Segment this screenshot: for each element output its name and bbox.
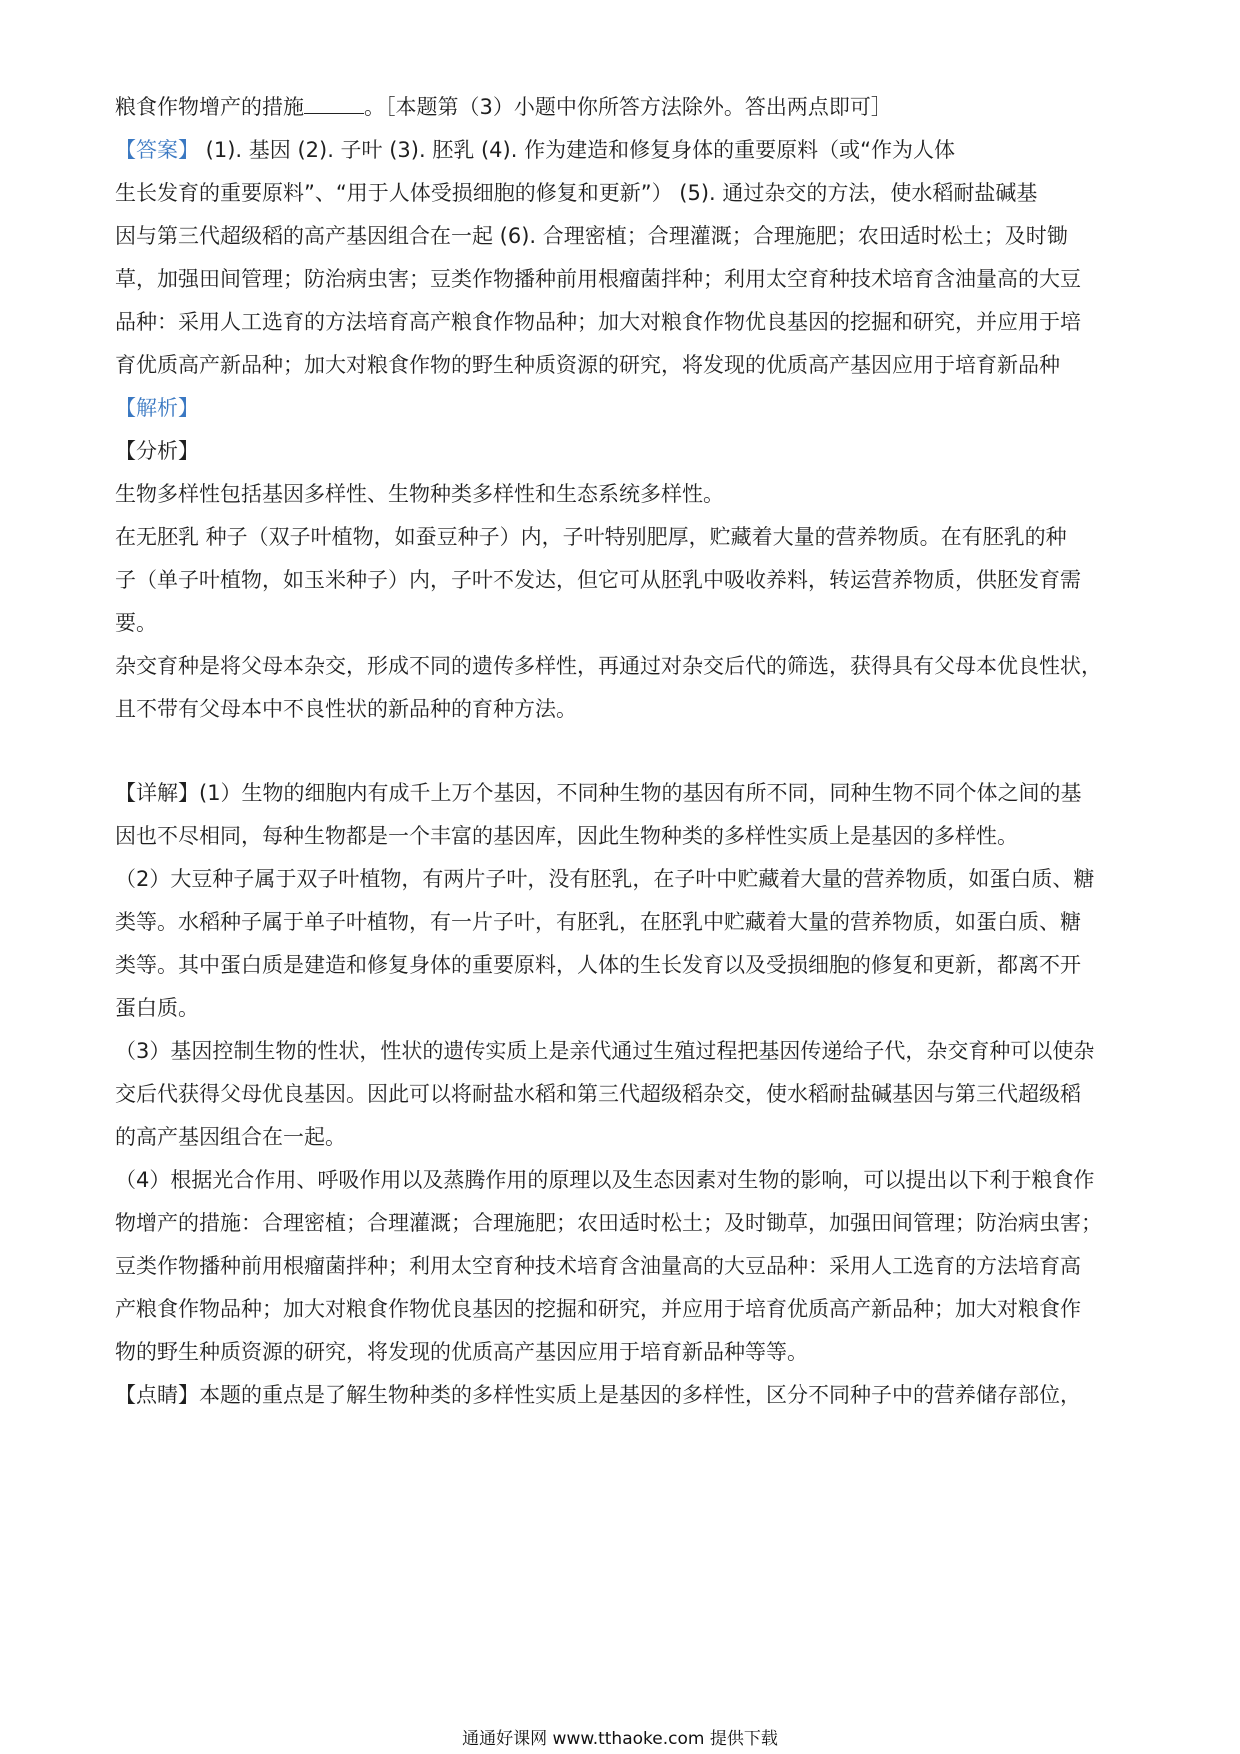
xiangjie-line-8: 交后代获得父母优良基因。因此可以将耐盐水稻和第三代超级稻杂交，使水稻耐盐碱基因与第三代超级稻 xyxy=(115,1082,1081,1106)
xiangjie-line-12: 豆类作物播种前用根瘤菌拌种；利用太空育种技术培育含油量高的大豆品种：采用人工选育的方法培育高 xyxy=(115,1254,1081,1278)
fenxi-line-5: 杂交育种是将父母本杂交，形成不同的遗传多样性，再通过对杂交后代的筛选，获得具有父母本优良性状， xyxy=(115,654,1102,678)
question-tail-text-b: 。［本题第（3）小题中你所答方法除外。答出两点即可］ xyxy=(364,95,892,119)
xiangjie-line-10: （4）根据光合作用、呼吸作用以及蒸腾作用的原理以及生态因素对生物的影响，可以提出以下利于粮食作 xyxy=(115,1168,1095,1192)
question-tail-text-a: 粮食作物增产的措施 xyxy=(115,95,304,119)
xiangjie-line-4: 类等。水稻种子属于单子叶植物，有一片子叶，有胚乳，在胚乳中贮藏着大量的营养物质，如蛋白质、糖 xyxy=(115,910,1081,934)
xiangjie-line-13: 产粮食作物品种；加大对粮食作物优良基因的挖掘和研究，并应用于培育优质高产新品种；加大对粮食作 xyxy=(115,1297,1081,1321)
question-tail xyxy=(115,92,1130,122)
fenxi-line-1: 生物多样性包括基因多样性、生物种类多样性和生态系统多样性。 xyxy=(115,482,724,506)
answer-line-4: 草，加强田间管理；防治病虫害；豆类作物播种前用根瘤菌拌种；利用太空育种技术培育含油量高的大豆 xyxy=(115,267,1081,291)
xiangjie-line-5: 类等。其中蛋白质是建造和修复身体的重要原料，人体的生长发育以及受损细胞的修复和更新，都离不开 xyxy=(115,953,1081,977)
xiangjie-line-9: 的高产基因组合在一起。 xyxy=(115,1125,346,1149)
answer-line-6: 育优质高产新品种；加大对粮食作物的野生种质资源的研究，将发现的优质高产基因应用于培育新品种 xyxy=(115,353,1060,377)
answer-line-5: 品种：采用人工选育的方法培育高产粮食作物品种；加大对粮食作物优良基因的挖掘和研究，并应用于培 xyxy=(115,310,1081,334)
xiangjie-line-6: 蛋白质。 xyxy=(115,996,199,1020)
xiangjie-line-1: 【详解】(1）生物的细胞内有成千上万个基因，不同种生物的基因有所不同，同种生物不同个体之间的基 xyxy=(115,781,1082,805)
answer-text-1: (1). 基因 (2). 子叶 (3). 胚乳 (4). 作为建造和修复身体的重要原料（或“作为人体 xyxy=(199,138,955,162)
page-footer: 通通好课网 www.tthaoke.com 提供下载 xyxy=(462,1729,778,1749)
answer-line-2: 生长发育的重要原料”、“用于人体受损细胞的修复和更新”） (5). 通过杂交的方法，使水稻耐盐碱基 xyxy=(115,181,1038,205)
answer-line-3: 因与第三代超级稻的高产基因组合在一起 (6). 合理密植；合理灌溉；合理施肥；农田适时松土；及时锄 xyxy=(115,224,1068,248)
dianjing-line-1: 【点睛】本题的重点是了解生物种类的多样性实质上是基因的多样性，区分不同种子中的营养储存部位， xyxy=(115,1383,1081,1407)
fenxi-line-3: 子（单子叶植物，如玉米种子）内，子叶不发达，但它可从胚乳中吸收养料，转运营养物质，供胚发育需 xyxy=(115,568,1081,592)
xiangjie-line-11: 物增产的措施：合理密植；合理灌溉；合理施肥；农田适时松土；及时锄草，加强田间管理；防治病虫害； xyxy=(115,1211,1102,1235)
answer-blank xyxy=(304,93,364,114)
fenxi-line-2: 在无胚乳 种子（双子叶植物，如蚕豆种子）内，子叶特别肥厚，贮藏着大量的营养物质。在有胚乳的种 xyxy=(115,525,1067,549)
answer-line-1 xyxy=(115,135,1130,165)
fenxi-label: 【分析】 xyxy=(115,439,199,463)
jiexi-label: 【解析】 xyxy=(115,396,199,420)
xiangjie-line-3: （2）大豆种子属于双子叶植物，有两片子叶，没有胚乳，在子叶中贮藏着大量的营养物质，如蛋白质、糖 xyxy=(115,867,1095,891)
xiangjie-line-7: （3）基因控制生物的性状，性状的遗传实质上是亲代通过生殖过程把基因传递给子代，杂交育种可以使杂 xyxy=(115,1039,1095,1063)
fenxi-line-6: 且不带有父母本中不良性状的新品种的育种方法。 xyxy=(115,697,577,721)
fenxi-line-4: 要。 xyxy=(115,611,157,635)
xiangjie-line-14: 物的野生种质资源的研究，将发现的优质高产基因应用于培育新品种等等。 xyxy=(115,1340,808,1364)
xiangjie-line-2: 因也不尽相同，每种生物都是一个丰富的基因库，因此生物种类的多样性实质上是基因的多样性。 xyxy=(115,824,1018,848)
answer-label: 【答案】 xyxy=(115,138,199,162)
